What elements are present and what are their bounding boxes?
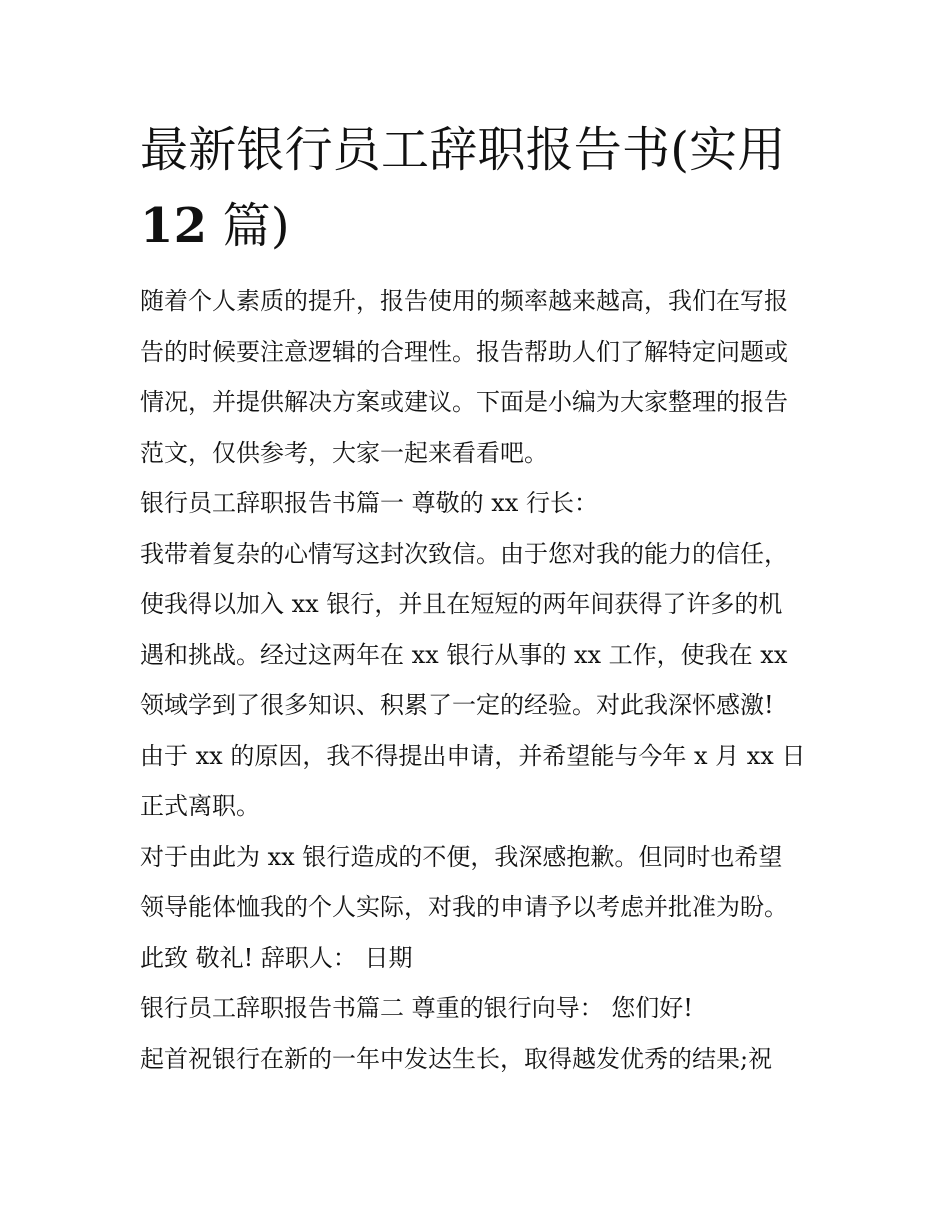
paragraph-line: 正式离职。	[140, 792, 260, 820]
paragraph-line: 对于由此为 xx 银行造成的不便，我深感抱歉。但同时也希望	[140, 842, 783, 871]
paragraph-line: 告的时候要注意逻辑的合理性。报告帮助人们了解特定问题或	[140, 337, 788, 366]
closing-line: 此致 敬礼! 辞职人： 日期	[140, 943, 413, 972]
document-title	[140, 112, 815, 264]
title-number: 12	[140, 198, 208, 254]
paragraph-line: 起首祝银行在新的一年中发达生长，取得越发优秀的结果;祝	[140, 1044, 773, 1073]
title-line-1: 最新银行员工辞职报告书(实用	[140, 122, 786, 178]
paragraph-line: 情况，并提供解决方案或建议。下面是小编为大家整理的报告	[140, 388, 788, 416]
paragraph-line: 遇和挑战。经过这两年在 xx 银行从事的 xx 工作，使我在 xx	[140, 640, 788, 669]
paragraph-line: 我带着复杂的心情写这封次致信。由于您对我的能力的信任，	[140, 539, 788, 568]
paragraph-line: 使我得以加入 xx 银行，并且在短短的两年间获得了许多的机	[140, 590, 783, 618]
section-heading-line: 银行员工辞职报告书篇一 尊敬的 xx 行长：	[140, 489, 598, 517]
paragraph-line: 由于 xx 的原因，我不得提出申请，并希望能与今年 x 月 xx 日	[140, 741, 806, 770]
section-heading-line: 银行员工辞职报告书篇二 尊重的银行向导： 您们好!	[140, 994, 693, 1022]
paragraph-line: 范文，仅供参考，大家一起来看看吧。	[140, 438, 548, 467]
paragraph-line: 随着个人素质的提升，报告使用的频率越来越高，我们在写报	[140, 287, 788, 315]
document-body	[140, 276, 815, 1084]
title-line-2-rest: 篇)	[207, 198, 290, 254]
paragraph-line: 领导能体恤我的个人实际，对我的申请予以考虑并批准为盼。	[140, 893, 788, 921]
paragraph-line: 领域学到了很多知识、积累了一定的经验。对此我深怀感激!	[140, 691, 774, 719]
document-content	[140, 112, 815, 1084]
